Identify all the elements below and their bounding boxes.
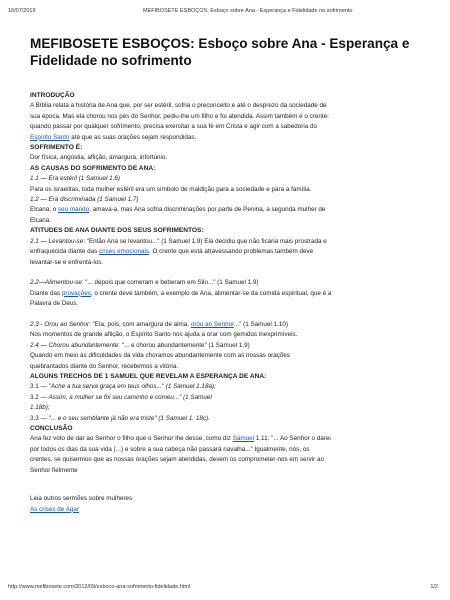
more-sermons-line (30, 505, 422, 515)
cause-2-text-2: Elcana. (30, 216, 52, 224)
attitudes-heading: ATITUDES DE ANA DIANTE DOS SEUS SOFRIMENTOS: (30, 227, 204, 235)
orou-ao-senhor-link[interactable]: orou ao Senhor (190, 320, 234, 328)
attitude-2-line-3: Palavra de Deus. (30, 300, 79, 308)
crises-de-agar-link[interactable]: As crises de Agar (30, 505, 79, 513)
intro-line-2: sua época. Mas ela chorou nos pés do Senhor, pediu-lhe um filho e foi atendida. Assim também é o crente: (30, 112, 329, 120)
causes-heading: AS CAUSAS DO SOFRIMENTO DE ANA: (30, 164, 156, 172)
print-url: http://www.mefibosete.com/2012/09/esboco-ana-sofrimento-fidelidade.html (8, 584, 191, 590)
attitude-3-line-2: Nos momentos de grande aflição, o Espírito Santo nos ajuda a orar com gemidos inexprimíveis. (30, 331, 298, 339)
cause-1-text: Para os israelitas, toda mulher estéril era um símbolo de maldição para a sociedade e para a família. (30, 185, 312, 193)
attitude-1: 2.1 — Levantou-se: "Então Ana se levantou..." (1 Samuel 1.9) Ela decidiu que não ficaria mais prostrada e (30, 237, 327, 245)
page-number: 1/2 (430, 584, 438, 590)
samuel-link[interactable]: Samuel (232, 435, 255, 443)
conclusion-line-3: crentes, se quisermos que as nossas orações sejam atendidas, devem os comprometer-nos em servir ao (30, 456, 324, 464)
cause-2-text: Elcana, o seu marido, amava-a, mas Ana sofria discriminações por parte de Penina, a segunda mulher de (30, 206, 326, 214)
cause-1: 1.1 — Era estéril (1 Samuel 1.6) (30, 175, 120, 183)
conclusion-line-1: Ana fez voto de dar ao Senhor o filho que o Senhor lhe desse, como diz Samuel 1.11: "... Ao Senhor o darei (30, 435, 331, 443)
article (30, 35, 422, 515)
more-sermons-label: Leia outros sermões sobre mulheres (30, 495, 133, 503)
excerpts-heading: ALGUNS TRECHOS DE 1 SAMUEL QUE REVELAM A ESPERANÇA DE ANA: (30, 372, 267, 380)
espirito-santo-link[interactable]: Espírito Santo (30, 133, 70, 141)
article-title: MEFIBOSETE ESBOÇOS: Esboço sobre Ana - Esperança e Fidelidade no sofrimento (30, 36, 410, 68)
intro-line-3: quando passar por qualquer sofrimento, precisa exercitar a sua fé em Crista e agir com a sabedoria do (30, 123, 318, 131)
attitude-1-line-2: enfraquecida diante das crises emocionais. O crente que está atravessando problemas também deve (30, 248, 314, 256)
print-page-title: MEFIBOSETE ESBOÇOS: Esboço sobre Ana - Esperança e Fidelidade no sofrimento (143, 8, 353, 14)
suffering-text: Dor física, angústia, aflição, amargura, infortúnio. (30, 154, 168, 162)
print-date: 10/07/2019 (8, 8, 36, 14)
intro-line-1: A Bíblia relata a história de Ana que, por ser estéril, sofria o preconceito e até o desprezo da sociedade de (30, 102, 327, 110)
attitude-3: 2.3 - Orou ao Senhor: "Ela, pois, com amargura de alma, orou ao Senhor..." (1 Samuel 1.10) (30, 320, 288, 328)
cause-2: 1.2 — Era discriminada (1 Samuel 1.7) (30, 196, 139, 204)
excerpt-3: 3.3 — "... e o seu semblante já não era triste" (1 Samuel 1. 18c). (30, 414, 210, 422)
attitude-4-line-2: Quando em meio às dificuldades da vida choramos abundantemente com as nossas orações (30, 352, 291, 360)
suffering-heading: SOFRIMENTO É: (30, 144, 83, 152)
excerpt-2: 3.2 — Assim, a mulher se foi seu caminho e comeu..." (1 Samuel (30, 393, 212, 401)
crises-emocionais-link[interactable]: crises emocionais (98, 248, 150, 256)
attitude-4-line-3: quebrantados diante do Senhor, recebemos a vitória. (30, 362, 179, 370)
provacoes-link[interactable]: provações (61, 289, 91, 297)
attitude-2: 2.2—Alimentou-se: "... depois que comeram e beberam em Silo..." (1 Samuel 1.9) (30, 279, 259, 287)
intro-heading: INTRODUÇÃO (30, 92, 75, 99)
excerpt-1: 3.1 — "Ache a tua serva graça em teus olhos..." (1 Samuel 1.18a); (30, 383, 216, 391)
conclusion-heading: CONCLUSÃO (30, 424, 73, 432)
attitude-1-line-3: levantar-se e enfrentá-los. (30, 258, 104, 266)
attitude-2-line-2: Diante das provações, o crente deve também, a exemplo de Ana, alimentar-se da comida espiritual, que é a (30, 289, 332, 297)
conclusion-line-4: Senhor fielmente (30, 466, 78, 474)
conclusion-line-2: por todos os dias da sua vida (...) e sobre a sua cabeça não passará navalha..." Igualmente, nós, os (30, 445, 310, 453)
attitude-4: 2.4 — Chorou abundantemente: "... e chorou abundantemente" (1 Samuel 1.9) (30, 341, 250, 349)
seu-marido-link[interactable]: seu marido (58, 206, 90, 214)
intro-line-4: Espírito Santo até que as suas orações sejam respondidas. (30, 133, 197, 141)
excerpt-2-line-2: 1.18b); (30, 404, 50, 412)
